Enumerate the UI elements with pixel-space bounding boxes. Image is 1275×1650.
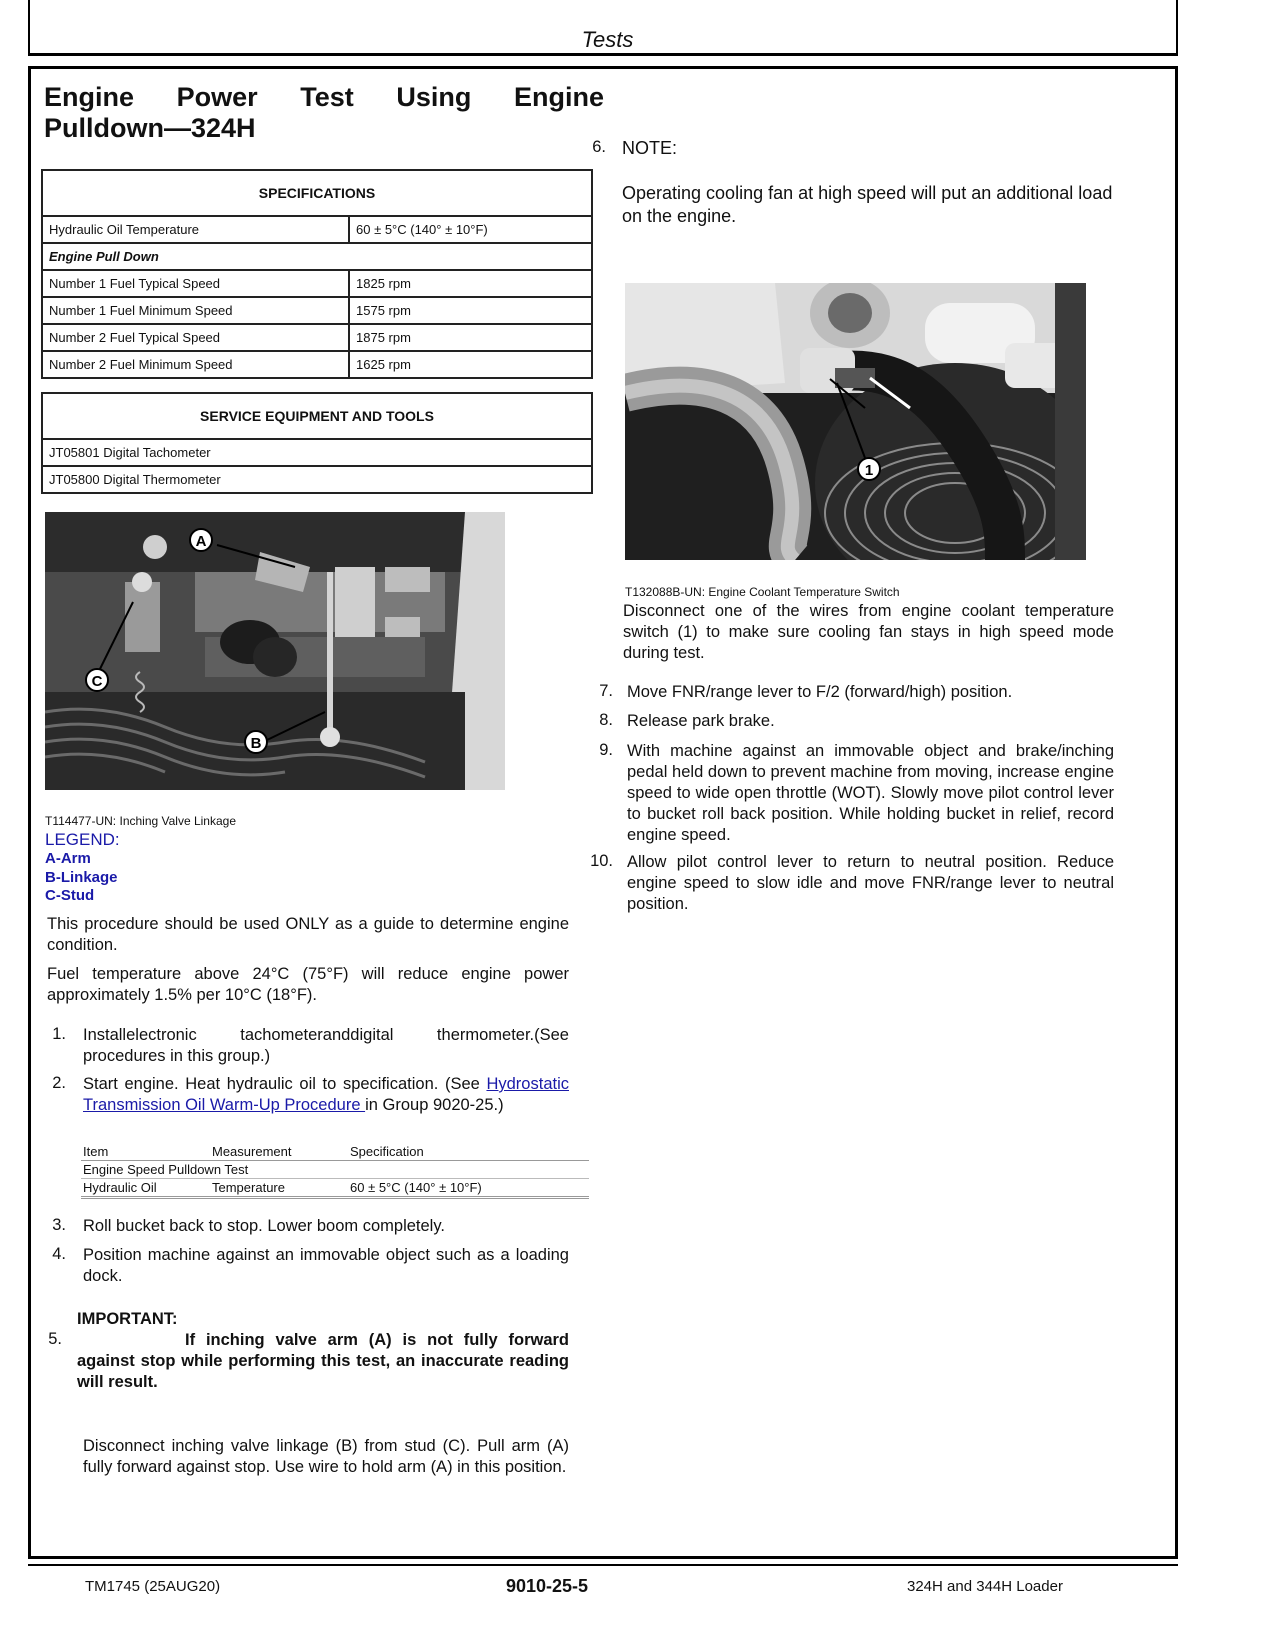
step-8-text: Release park brake. bbox=[627, 712, 775, 730]
table-row bbox=[42, 466, 592, 493]
measurement-cell: 60 ± 5°C (140° ± 10°F) bbox=[348, 1179, 589, 1198]
section-title: Tests bbox=[581, 27, 634, 52]
step-number: 1. bbox=[52, 1025, 66, 1043]
legend-title: LEGEND: bbox=[45, 830, 120, 849]
important-text: If inching valve arm (A) is not fully forward against stop while performing this test, an inaccurate reading will result. bbox=[77, 1331, 569, 1391]
step-number: 3. bbox=[52, 1216, 66, 1234]
step-6-text: Disconnect one of the wires from engine coolant temperature switch (1) to make sure cooling fan stays in high speed mode during test. bbox=[623, 602, 1114, 662]
step-number: 7. bbox=[599, 682, 613, 700]
footer-page-number: 9010-25-5 bbox=[506, 1576, 589, 1596]
step-number: 4. bbox=[52, 1245, 66, 1263]
table-row bbox=[42, 243, 592, 270]
measurement-cell: Temperature bbox=[210, 1179, 348, 1198]
step-2-text-pre: Start engine. Heat hydraulic oil to specification. (See bbox=[83, 1075, 487, 1093]
step-number: 5. bbox=[48, 1330, 62, 1348]
table-row bbox=[42, 297, 592, 324]
spec-label: Number 1 Fuel Typical Speed bbox=[42, 270, 349, 297]
page-title bbox=[44, 82, 604, 144]
step-9-text: With machine against an immovable object and brake/inching pedal held down to prevent machine from moving, increase engine speed to wide open throttle (WOT). Slowly move pilot control lever to bucket roll back position. While holding bucket in relief, record engine speed. bbox=[627, 742, 1114, 844]
step-1-text: Installelectronic tachometeranddigital thermometer.(See procedures in this group.) bbox=[83, 1026, 569, 1065]
measurement-table bbox=[81, 1143, 589, 1199]
legend-item: A-Arm bbox=[45, 850, 91, 867]
table-row bbox=[42, 216, 592, 243]
spec-label: Number 2 Fuel Minimum Speed bbox=[42, 351, 349, 378]
page-title-line2: Pulldown—324H bbox=[44, 113, 256, 143]
intro-paragraph: This procedure should be used ONLY as a guide to determine engine condition. bbox=[47, 915, 569, 954]
step-7-text: Move FNR/range lever to F/2 (forward/high) position. bbox=[627, 683, 1013, 701]
step-number: 10. bbox=[590, 852, 613, 870]
step-5-text: Disconnect inching valve linkage (B) from stud (C). Pull arm (A) fully forward against stop. Use wire to hold arm (A) in this position. bbox=[83, 1437, 569, 1476]
callout-c-label: C bbox=[91, 673, 103, 690]
specifications-heading: SPECIFICATIONS bbox=[42, 170, 592, 216]
important-label: IMPORTANT: bbox=[77, 1310, 178, 1328]
figure1-caption: T114477-UN: Inching Valve Linkage bbox=[45, 814, 237, 828]
table-row bbox=[42, 270, 592, 297]
spec-label: Hydraulic Oil Temperature bbox=[42, 216, 349, 243]
measurement-header: Measurement bbox=[210, 1143, 348, 1161]
note-label: NOTE: bbox=[622, 138, 678, 158]
table-row bbox=[42, 324, 592, 351]
table-row bbox=[42, 439, 592, 466]
step-10-text: Allow pilot control lever to return to neutral position. Reduce engine speed to slow idle and move FNR/range lever to neutral position. bbox=[627, 853, 1114, 913]
specifications-table bbox=[41, 169, 593, 379]
spec-value: 1825 rpm bbox=[349, 270, 592, 297]
table-row bbox=[81, 1143, 589, 1161]
table-row bbox=[42, 351, 592, 378]
step-number: 8. bbox=[599, 711, 613, 729]
table-row bbox=[81, 1161, 589, 1179]
spec-label: Number 1 Fuel Minimum Speed bbox=[42, 297, 349, 324]
spec-label: Number 2 Fuel Typical Speed bbox=[42, 324, 349, 351]
coolant-switch-photo bbox=[625, 283, 1086, 560]
measurement-cell: Engine Speed Pulldown Test bbox=[81, 1161, 589, 1179]
warm-up-procedure-link[interactable]: Hydrostatic Transmission Oil Warm-Up Procedure bbox=[83, 1075, 569, 1114]
table-row bbox=[81, 1179, 589, 1198]
callout-a-label: A bbox=[195, 533, 207, 550]
figure2-caption: T132088B-UN: Engine Coolant Temperature Switch bbox=[625, 585, 900, 599]
measurement-header: Item bbox=[81, 1143, 210, 1161]
inching-valve-linkage-illustration bbox=[45, 512, 505, 790]
footer-manual-id: TM1745 (25AUG20) bbox=[85, 1578, 221, 1595]
measurement-cell: Hydraulic Oil bbox=[81, 1179, 210, 1198]
step-number: 2. bbox=[52, 1074, 66, 1092]
tool-item: JT05801 Digital Tachometer bbox=[42, 439, 592, 466]
legend-item: C-Stud bbox=[45, 887, 95, 904]
spec-value: 1625 rpm bbox=[349, 351, 592, 378]
intro-paragraph: Fuel temperature above 24°C (75°F) will reduce engine power approximately 1.5% per 10°C (18°F). bbox=[47, 965, 569, 1004]
coolant-switch-illustration bbox=[625, 283, 1086, 560]
measurement-header: Specification bbox=[348, 1143, 589, 1161]
tools-table bbox=[41, 392, 593, 494]
legend-item: B-Linkage bbox=[45, 869, 118, 886]
footer-model: 324H and 344H Loader bbox=[907, 1578, 1063, 1595]
page-title-line1: Engine Power Test Using Engine bbox=[44, 82, 604, 112]
spec-value: 60 ± 5°C (140° ± 10°F) bbox=[349, 216, 592, 243]
spec-value: 1575 rpm bbox=[349, 297, 592, 324]
tools-heading: SERVICE EQUIPMENT AND TOOLS bbox=[42, 393, 592, 439]
step-3-text: Roll bucket back to stop. Lower boom completely. bbox=[83, 1217, 445, 1235]
footer-rule bbox=[28, 1564, 1178, 1566]
step-2-text-post: in Group 9020-25.) bbox=[365, 1096, 504, 1114]
tool-item: JT05800 Digital Thermometer bbox=[42, 466, 592, 493]
spec-subheading: Engine Pull Down bbox=[42, 243, 592, 270]
step-number: 9. bbox=[599, 741, 613, 759]
note-text: Operating cooling fan at high speed will put an additional load on the engine. bbox=[622, 183, 1113, 226]
step-number: 6. bbox=[592, 138, 606, 156]
spec-value: 1875 rpm bbox=[349, 324, 592, 351]
step-4-text: Position machine against an immovable object such as a loading dock. bbox=[83, 1246, 569, 1285]
step-2-text bbox=[83, 1074, 569, 1116]
inching-valve-linkage-photo bbox=[45, 512, 505, 790]
callout-b-label: B bbox=[250, 735, 262, 752]
callout-1-label: 1 bbox=[864, 462, 874, 479]
